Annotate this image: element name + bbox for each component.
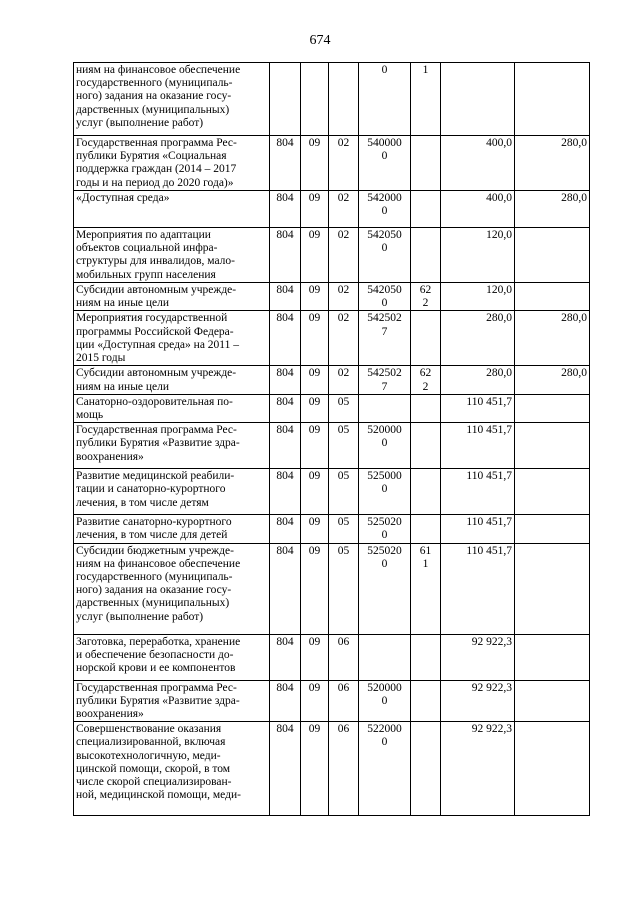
table-row bbox=[74, 634, 590, 680]
vr-cell bbox=[411, 423, 441, 469]
rz-cell: 09 bbox=[301, 394, 329, 422]
ved-cell bbox=[270, 63, 301, 136]
row-name-cell: Санаторно-оздоровительная по- мощь bbox=[74, 394, 270, 422]
sum-2015-cell: 280,0 bbox=[515, 311, 590, 366]
csr-cell: 520000 0 bbox=[359, 423, 411, 469]
sum-2015-cell bbox=[515, 423, 590, 469]
ved-cell: 804 bbox=[270, 423, 301, 469]
rz-cell: 09 bbox=[301, 469, 329, 515]
csr-cell: 542000 0 bbox=[359, 191, 411, 228]
row-name-cell: Заготовка, переработка, хранение и обеспечение безопасности до- норской крови и ее компонентов bbox=[74, 634, 270, 680]
sum-2014-cell: 110 451,7 bbox=[441, 394, 515, 422]
sum-2015-cell bbox=[515, 228, 590, 283]
sum-2015-cell bbox=[515, 722, 590, 816]
sum-2014-cell: 110 451,7 bbox=[441, 543, 515, 634]
table-row bbox=[74, 136, 590, 191]
pr-cell: 02 bbox=[329, 283, 359, 311]
row-name-cell: Совершенствование оказания специализированной, включая высокотехнологичную, меди- цинской помощи, скорой, в том числе скорой специализирован- ной, медицинской помощи, меди- bbox=[74, 722, 270, 816]
rz-cell: 09 bbox=[301, 423, 329, 469]
ved-cell: 804 bbox=[270, 515, 301, 543]
ved-cell: 804 bbox=[270, 283, 301, 311]
csr-cell: 542050 0 bbox=[359, 283, 411, 311]
sum-2014-cell: 110 451,7 bbox=[441, 515, 515, 543]
rz-cell: 09 bbox=[301, 136, 329, 191]
ved-cell: 804 bbox=[270, 722, 301, 816]
table-row bbox=[74, 63, 590, 136]
csr-cell: 542502 7 bbox=[359, 366, 411, 394]
rz-cell: 09 bbox=[301, 634, 329, 680]
sum-2015-cell bbox=[515, 469, 590, 515]
table-row bbox=[74, 311, 590, 366]
vr-cell bbox=[411, 228, 441, 283]
ved-cell: 804 bbox=[270, 191, 301, 228]
pr-cell: 06 bbox=[329, 680, 359, 722]
rz-cell: 09 bbox=[301, 191, 329, 228]
pr-cell: 05 bbox=[329, 394, 359, 422]
pr-cell: 05 bbox=[329, 515, 359, 543]
pr-cell: 05 bbox=[329, 543, 359, 634]
ved-cell: 804 bbox=[270, 634, 301, 680]
pr-cell: 02 bbox=[329, 136, 359, 191]
csr-cell bbox=[359, 634, 411, 680]
rz-cell: 09 bbox=[301, 311, 329, 366]
table-row bbox=[74, 283, 590, 311]
sum-2014-cell: 92 922,3 bbox=[441, 680, 515, 722]
ved-cell: 804 bbox=[270, 228, 301, 283]
sum-2014-cell: 92 922,3 bbox=[441, 634, 515, 680]
sum-2014-cell: 120,0 bbox=[441, 283, 515, 311]
pr-cell: 02 bbox=[329, 191, 359, 228]
sum-2015-cell: 280,0 bbox=[515, 191, 590, 228]
rz-cell bbox=[301, 63, 329, 136]
ved-cell: 804 bbox=[270, 543, 301, 634]
csr-cell: 520000 0 bbox=[359, 680, 411, 722]
sum-2015-cell bbox=[515, 543, 590, 634]
rz-cell: 09 bbox=[301, 283, 329, 311]
table-body bbox=[74, 63, 590, 816]
table-row bbox=[74, 543, 590, 634]
pr-cell: 06 bbox=[329, 634, 359, 680]
sum-2014-cell: 110 451,7 bbox=[441, 423, 515, 469]
page-number: 674 bbox=[309, 33, 331, 48]
ved-cell: 804 bbox=[270, 469, 301, 515]
rz-cell: 09 bbox=[301, 543, 329, 634]
rz-cell: 09 bbox=[301, 515, 329, 543]
csr-cell: 522000 0 bbox=[359, 722, 411, 816]
pr-cell: 05 bbox=[329, 469, 359, 515]
pr-cell: 02 bbox=[329, 311, 359, 366]
csr-cell bbox=[359, 394, 411, 422]
table-row bbox=[74, 394, 590, 422]
csr-cell: 540000 0 bbox=[359, 136, 411, 191]
table-row bbox=[74, 191, 590, 228]
row-name-cell: Развитие санаторно-курортного лечения, в том числе для детей bbox=[74, 515, 270, 543]
vr-cell bbox=[411, 394, 441, 422]
sum-2014-cell: 280,0 bbox=[441, 366, 515, 394]
sum-2014-cell bbox=[441, 63, 515, 136]
row-name-cell: Государственная программа Рес- публики Бурятия «Социальная поддержка граждан (2014 – 2017 годы и на период до 2020 года)» bbox=[74, 136, 270, 191]
ved-cell: 804 bbox=[270, 311, 301, 366]
vr-cell bbox=[411, 311, 441, 366]
table-row bbox=[74, 680, 590, 722]
csr-cell: 542502 7 bbox=[359, 311, 411, 366]
row-name-cell: Мероприятия государственной программы Российской Федера- ции «Доступная среда» на 2011 – 2015 годы bbox=[74, 311, 270, 366]
vr-cell bbox=[411, 515, 441, 543]
sum-2014-cell: 280,0 bbox=[441, 311, 515, 366]
sum-2014-cell: 92 922,3 bbox=[441, 722, 515, 816]
ved-cell: 804 bbox=[270, 136, 301, 191]
rz-cell: 09 bbox=[301, 680, 329, 722]
pr-cell: 02 bbox=[329, 228, 359, 283]
rz-cell: 09 bbox=[301, 722, 329, 816]
csr-cell: 525020 0 bbox=[359, 543, 411, 634]
sum-2015-cell bbox=[515, 634, 590, 680]
row-name-cell: ниям на финансовое обеспечение государственного (муниципаль- ного) задания на оказание госу- дарственных (муниципальных) услуг (выполнение работ) bbox=[74, 63, 270, 136]
ved-cell: 804 bbox=[270, 680, 301, 722]
table-row bbox=[74, 469, 590, 515]
ved-cell: 804 bbox=[270, 366, 301, 394]
vr-cell: 1 bbox=[411, 63, 441, 136]
table-row bbox=[74, 722, 590, 816]
table-row bbox=[74, 515, 590, 543]
sum-2014-cell: 400,0 bbox=[441, 136, 515, 191]
sum-2015-cell: 280,0 bbox=[515, 136, 590, 191]
sum-2015-cell: 280,0 bbox=[515, 366, 590, 394]
pr-cell: 06 bbox=[329, 722, 359, 816]
sum-2015-cell bbox=[515, 63, 590, 136]
row-name-cell: «Доступная среда» bbox=[74, 191, 270, 228]
csr-cell: 525020 0 bbox=[359, 515, 411, 543]
pr-cell bbox=[329, 63, 359, 136]
vr-cell bbox=[411, 722, 441, 816]
sum-2015-cell bbox=[515, 680, 590, 722]
sum-2015-cell bbox=[515, 515, 590, 543]
csr-cell: 0 bbox=[359, 63, 411, 136]
pr-cell: 05 bbox=[329, 423, 359, 469]
row-name-cell: Государственная программа Рес- публики Бурятия «Развитие здра- воохранения» bbox=[74, 680, 270, 722]
vr-cell: 62 2 bbox=[411, 283, 441, 311]
row-name-cell: Развитие медицинской реабили- тации и санаторно-курортного лечения, в том числе детям bbox=[74, 469, 270, 515]
sum-2014-cell: 400,0 bbox=[441, 191, 515, 228]
rz-cell: 09 bbox=[301, 366, 329, 394]
sum-2014-cell: 110 451,7 bbox=[441, 469, 515, 515]
vr-cell bbox=[411, 680, 441, 722]
vr-cell: 62 2 bbox=[411, 366, 441, 394]
vr-cell bbox=[411, 191, 441, 228]
sum-2015-cell bbox=[515, 283, 590, 311]
rz-cell: 09 bbox=[301, 228, 329, 283]
sum-2015-cell bbox=[515, 394, 590, 422]
csr-cell: 542050 0 bbox=[359, 228, 411, 283]
vr-cell: 61 1 bbox=[411, 543, 441, 634]
row-name-cell: Субсидии автономным учрежде- ниям на иные цели bbox=[74, 366, 270, 394]
table-row bbox=[74, 228, 590, 283]
sum-2014-cell: 120,0 bbox=[441, 228, 515, 283]
vr-cell bbox=[411, 634, 441, 680]
table-row bbox=[74, 366, 590, 394]
csr-cell: 525000 0 bbox=[359, 469, 411, 515]
row-name-cell: Мероприятия по адаптации объектов социальной инфра- структуры для инвалидов, мало- мобильных групп населения bbox=[74, 228, 270, 283]
table-row bbox=[74, 423, 590, 469]
row-name-cell: Государственная программа Рес- публики Бурятия «Развитие здра- воохранения» bbox=[74, 423, 270, 469]
vr-cell bbox=[411, 136, 441, 191]
ved-cell: 804 bbox=[270, 394, 301, 422]
row-name-cell: Субсидии автономным учрежде- ниям на иные цели bbox=[74, 283, 270, 311]
budget-table bbox=[73, 62, 590, 816]
vr-cell bbox=[411, 469, 441, 515]
row-name-cell: Субсидии бюджетным учрежде- ниям на финансовое обеспечение государственного (муниципаль- ного) задания на оказание госу- дарственных (муниципальных) услуг (выполнение работ) bbox=[74, 543, 270, 634]
pr-cell: 02 bbox=[329, 366, 359, 394]
